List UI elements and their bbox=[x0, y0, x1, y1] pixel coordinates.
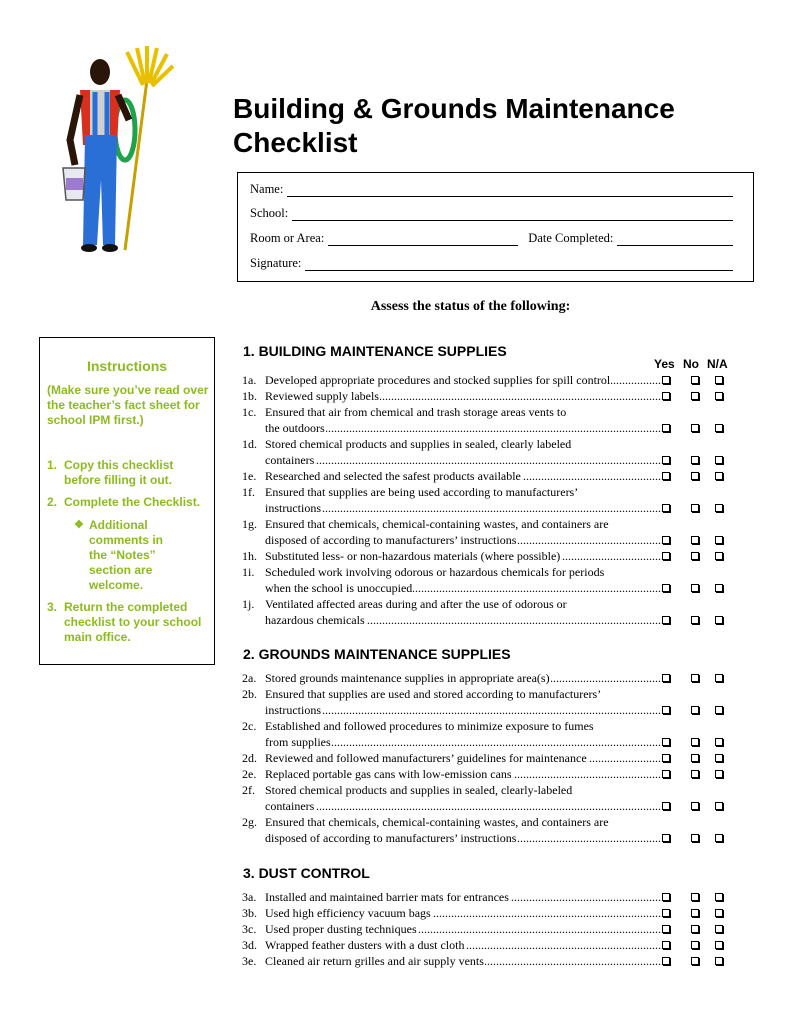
instructions-note: (Make sure you’ve read over the teacher’s fact sheet for school IPM first.) bbox=[47, 383, 209, 427]
yes-checkbox-icon[interactable] bbox=[662, 738, 670, 746]
checklist-item bbox=[242, 548, 662, 564]
item-text bbox=[265, 612, 662, 628]
item-text bbox=[265, 548, 662, 564]
signature-label: Signature: bbox=[250, 256, 302, 270]
checklist-item bbox=[242, 404, 662, 436]
item-text: Scheduled work involving odorous or hazardous chemicals for periods bbox=[265, 565, 605, 579]
no-checkbox-icon[interactable] bbox=[691, 472, 699, 480]
checklist-item bbox=[242, 484, 662, 516]
yes-checkbox-icon[interactable] bbox=[662, 834, 670, 842]
no-checkbox-icon[interactable] bbox=[691, 552, 699, 560]
item-text: Ensured that chemicals, chemical-containing wastes, and containers are bbox=[265, 815, 609, 829]
na-checkbox-icon[interactable] bbox=[715, 456, 723, 464]
na-checkbox-icon[interactable] bbox=[715, 706, 723, 714]
item-text: Established and followed procedures to minimize exposure to fumes bbox=[265, 719, 594, 733]
yes-checkbox-icon[interactable] bbox=[662, 536, 670, 544]
na-checkbox-icon[interactable] bbox=[715, 472, 723, 480]
name-field[interactable] bbox=[287, 184, 733, 197]
no-checkbox-icon[interactable] bbox=[691, 738, 699, 746]
no-checkbox-icon[interactable] bbox=[691, 893, 699, 901]
name-row bbox=[250, 181, 733, 197]
yes-checkbox-icon[interactable] bbox=[662, 909, 670, 917]
item-text-line: Reviewed and followed manufacturers’ guidelines for maintenance bbox=[265, 751, 587, 765]
checklist-item bbox=[242, 937, 662, 953]
no-checkbox-icon[interactable] bbox=[691, 536, 699, 544]
diamond-bullet-icon: ❖ bbox=[74, 519, 84, 531]
na-checkbox-icon[interactable] bbox=[715, 552, 723, 560]
no-header: No bbox=[683, 357, 699, 371]
item-text bbox=[265, 532, 662, 548]
section-heading: 3. DUST CONTROL bbox=[243, 865, 370, 881]
section-heading: 2. GROUNDS MAINTENANCE SUPPLIES bbox=[243, 646, 511, 662]
item-text-line: disposed of according to manufacturers’ instructions bbox=[265, 831, 517, 845]
na-checkbox-icon[interactable] bbox=[715, 376, 723, 384]
instructions-title: Instructions bbox=[86, 358, 168, 374]
item-number: 1j. bbox=[242, 597, 255, 611]
item-number: 2f. bbox=[242, 783, 255, 797]
item-text bbox=[265, 921, 662, 937]
na-checkbox-icon[interactable] bbox=[715, 893, 723, 901]
school-field[interactable] bbox=[292, 208, 733, 221]
yes-checkbox-icon[interactable] bbox=[662, 893, 670, 901]
item-text bbox=[265, 889, 662, 905]
room-date-row bbox=[250, 230, 733, 246]
checklist-item bbox=[242, 766, 662, 782]
checklist-item bbox=[242, 905, 662, 921]
item-text-line: Used proper dusting techniques bbox=[265, 922, 417, 936]
item-text bbox=[265, 580, 662, 596]
yes-checkbox-icon[interactable] bbox=[662, 941, 670, 949]
checklist-item bbox=[242, 564, 662, 596]
item-text-line: from supplies bbox=[265, 735, 331, 749]
no-checkbox-icon[interactable] bbox=[691, 674, 699, 682]
item-text bbox=[265, 953, 662, 969]
na-checkbox-icon[interactable] bbox=[715, 584, 723, 592]
item-text bbox=[265, 750, 662, 766]
yes-header: Yes bbox=[654, 357, 675, 371]
item-text-line: Cleaned air return grilles and air supply vents bbox=[265, 954, 484, 968]
item-number: 2d. bbox=[242, 751, 257, 765]
item-text bbox=[265, 420, 662, 436]
checklist-item bbox=[242, 953, 662, 969]
yes-checkbox-icon[interactable] bbox=[662, 616, 670, 624]
yes-checkbox-icon[interactable] bbox=[662, 754, 670, 762]
item-number: 1d. bbox=[242, 437, 257, 451]
na-checkbox-icon[interactable] bbox=[715, 957, 723, 965]
yes-checkbox-icon[interactable] bbox=[662, 456, 670, 464]
item-number: 1i. bbox=[242, 565, 255, 579]
item-text bbox=[265, 372, 662, 388]
item-text-line: instructions bbox=[265, 703, 321, 717]
item-text-line: Used high efficiency vacuum bags bbox=[265, 906, 431, 920]
yes-checkbox-icon[interactable] bbox=[662, 504, 670, 512]
no-checkbox-icon[interactable] bbox=[691, 616, 699, 624]
na-checkbox-icon[interactable] bbox=[715, 674, 723, 682]
checklist-item bbox=[242, 436, 662, 468]
na-checkbox-icon[interactable] bbox=[715, 738, 723, 746]
no-checkbox-icon[interactable] bbox=[691, 392, 699, 400]
item-text-line: hazardous chemicals bbox=[265, 613, 365, 627]
date-field[interactable] bbox=[617, 233, 733, 246]
item-number: 2g. bbox=[242, 815, 257, 829]
item-text bbox=[265, 905, 662, 921]
checklist-item bbox=[242, 686, 662, 718]
na-checkbox-icon[interactable] bbox=[715, 770, 723, 778]
signature-row bbox=[250, 255, 733, 271]
item-text-line: Stored grounds maintenance supplies in appropriate area(s) bbox=[265, 671, 550, 685]
item-number: 2b. bbox=[242, 687, 257, 701]
checklist-item bbox=[242, 889, 662, 905]
item-text-line: instructions bbox=[265, 501, 321, 515]
no-checkbox-icon[interactable] bbox=[691, 706, 699, 714]
room-field[interactable] bbox=[328, 233, 518, 246]
item-number: 1a. bbox=[242, 373, 257, 387]
item-text-line: disposed of according to manufacturers’ instructions bbox=[265, 533, 517, 547]
section-heading: 1. BUILDING MAINTENANCE SUPPLIES bbox=[243, 343, 507, 359]
item-text-line: containers bbox=[265, 799, 315, 813]
yes-checkbox-icon[interactable] bbox=[662, 925, 670, 933]
checklist-item bbox=[242, 718, 662, 750]
item-text bbox=[265, 937, 662, 953]
no-checkbox-icon[interactable] bbox=[691, 424, 699, 432]
item-text bbox=[265, 468, 662, 484]
yes-checkbox-icon[interactable] bbox=[662, 706, 670, 714]
date-label: Date Completed: bbox=[528, 231, 614, 245]
no-checkbox-icon[interactable] bbox=[691, 376, 699, 384]
item-text-line: Replaced portable gas cans with low-emission cans bbox=[265, 767, 512, 781]
na-checkbox-icon[interactable] bbox=[715, 616, 723, 624]
no-checkbox-icon[interactable] bbox=[691, 504, 699, 512]
no-checkbox-icon[interactable] bbox=[691, 941, 699, 949]
item-text bbox=[265, 388, 662, 404]
item-number: 1h. bbox=[242, 549, 257, 563]
na-checkbox-icon[interactable] bbox=[715, 834, 723, 842]
item-text-line: Reviewed supply labels bbox=[265, 389, 379, 403]
yes-checkbox-icon[interactable] bbox=[662, 802, 670, 810]
item-number: 1b. bbox=[242, 389, 257, 403]
yes-checkbox-icon[interactable] bbox=[662, 472, 670, 480]
info-form bbox=[237, 172, 754, 282]
item-text: Stored chemical products and supplies in sealed, clearly-labeled bbox=[265, 783, 573, 797]
item-text-line: Substituted less- or non-hazardous materials (where possible) bbox=[265, 549, 561, 563]
no-checkbox-icon[interactable] bbox=[691, 802, 699, 810]
item-text: Ensured that supplies are used and stored according to manufacturers’ bbox=[265, 687, 602, 701]
no-checkbox-icon[interactable] bbox=[691, 754, 699, 762]
page-title: Building & Grounds Maintenance Checklist bbox=[233, 93, 675, 158]
item-number: 3d. bbox=[242, 938, 257, 952]
janitor-clipart-icon bbox=[55, 40, 185, 260]
item-text: Stored chemical products and supplies in sealed, clearly labeled bbox=[265, 437, 572, 451]
checklist-item bbox=[242, 782, 662, 814]
item-text-line: Wrapped feather dusters with a dust cloth bbox=[265, 938, 465, 952]
na-checkbox-icon[interactable] bbox=[715, 424, 723, 432]
item-text: Ensured that air from chemical and trash storage areas vents to bbox=[265, 405, 567, 419]
school-row bbox=[250, 205, 733, 221]
no-checkbox-icon[interactable] bbox=[691, 584, 699, 592]
checklist-item bbox=[242, 516, 662, 548]
checklist-item bbox=[242, 670, 662, 686]
na-checkbox-icon[interactable] bbox=[715, 392, 723, 400]
no-checkbox-icon[interactable] bbox=[691, 834, 699, 842]
item-text bbox=[265, 798, 662, 814]
item-text bbox=[265, 830, 662, 846]
item-number: 2c. bbox=[242, 719, 257, 733]
yes-checkbox-icon[interactable] bbox=[662, 770, 670, 778]
school-label: School: bbox=[250, 206, 289, 220]
checklist-item bbox=[242, 468, 662, 484]
na-checkbox-icon[interactable] bbox=[715, 536, 723, 544]
item-number: 1c. bbox=[242, 405, 257, 419]
checklist-item bbox=[242, 372, 662, 388]
checklist-item bbox=[242, 596, 662, 628]
signature-field[interactable] bbox=[305, 258, 733, 271]
na-checkbox-icon[interactable] bbox=[715, 925, 723, 933]
room-label: Room or Area: bbox=[250, 231, 325, 245]
no-checkbox-icon[interactable] bbox=[691, 957, 699, 965]
item-text-line: containers bbox=[265, 453, 315, 467]
na-checkbox-icon[interactable] bbox=[715, 941, 723, 949]
no-checkbox-icon[interactable] bbox=[691, 770, 699, 778]
na-checkbox-icon[interactable] bbox=[715, 504, 723, 512]
item-text: Ventilated affected areas during and after the use of odorous or bbox=[265, 597, 567, 611]
yes-checkbox-icon[interactable] bbox=[662, 674, 670, 682]
na-checkbox-icon[interactable] bbox=[715, 802, 723, 810]
item-text-line: the outdoors bbox=[265, 421, 325, 435]
item-number: 3a. bbox=[242, 890, 257, 904]
yes-checkbox-icon[interactable] bbox=[662, 392, 670, 400]
item-text bbox=[265, 766, 662, 782]
na-checkbox-icon[interactable] bbox=[715, 909, 723, 917]
item-text bbox=[265, 702, 662, 718]
assess-heading: Assess the status of the following: bbox=[370, 299, 571, 314]
item-number: 2a. bbox=[242, 671, 257, 685]
na-checkbox-icon[interactable] bbox=[715, 754, 723, 762]
instructions-box: Instructions (Make sure you’ve read over the teacher’s fact sheet for school IPM first.) 1. Copy this checklist before filling it out. 2. Complete the Checklist. ❖ Additional comments in the “Notes” section are welcome. 3. Return the completed checklist to your school main office. bbox=[39, 337, 215, 665]
item-text-line: when the school is unoccupied bbox=[265, 581, 413, 595]
item-text bbox=[265, 670, 662, 686]
item-text bbox=[265, 500, 662, 516]
no-checkbox-icon[interactable] bbox=[691, 925, 699, 933]
yes-checkbox-icon[interactable] bbox=[662, 552, 670, 560]
item-text bbox=[265, 734, 662, 750]
item-number: 1e. bbox=[242, 469, 257, 483]
checklist-item bbox=[242, 921, 662, 937]
yes-checkbox-icon[interactable] bbox=[662, 376, 670, 384]
checklist-item bbox=[242, 750, 662, 766]
yes-checkbox-icon[interactable] bbox=[662, 424, 670, 432]
item-text-line: Developed appropriate procedures and stocked supplies for spill control bbox=[265, 373, 611, 387]
no-checkbox-icon[interactable] bbox=[691, 909, 699, 917]
checklist-item bbox=[242, 388, 662, 404]
item-number: 2e. bbox=[242, 767, 257, 781]
item-number: 3e. bbox=[242, 954, 257, 968]
item-number: 1g. bbox=[242, 517, 257, 531]
item-number: 1f. bbox=[242, 485, 255, 499]
item-text-line: Researched and selected the safest products available bbox=[265, 469, 521, 483]
name-label: Name: bbox=[250, 182, 284, 196]
item-text: Ensured that chemicals, chemical-containing wastes, and containers are bbox=[265, 517, 609, 531]
item-text: Ensured that supplies are being used according to manufacturers’ bbox=[265, 485, 579, 499]
yes-checkbox-icon[interactable] bbox=[662, 584, 670, 592]
checklist-item bbox=[242, 814, 662, 846]
item-number: 3b. bbox=[242, 906, 257, 920]
item-text bbox=[265, 452, 662, 468]
yes-checkbox-icon[interactable] bbox=[662, 957, 670, 965]
na-header: N/A bbox=[707, 357, 728, 371]
item-text-line: Installed and maintained barrier mats for entrances bbox=[265, 890, 509, 904]
item-number: 3c. bbox=[242, 922, 257, 936]
no-checkbox-icon[interactable] bbox=[691, 456, 699, 464]
